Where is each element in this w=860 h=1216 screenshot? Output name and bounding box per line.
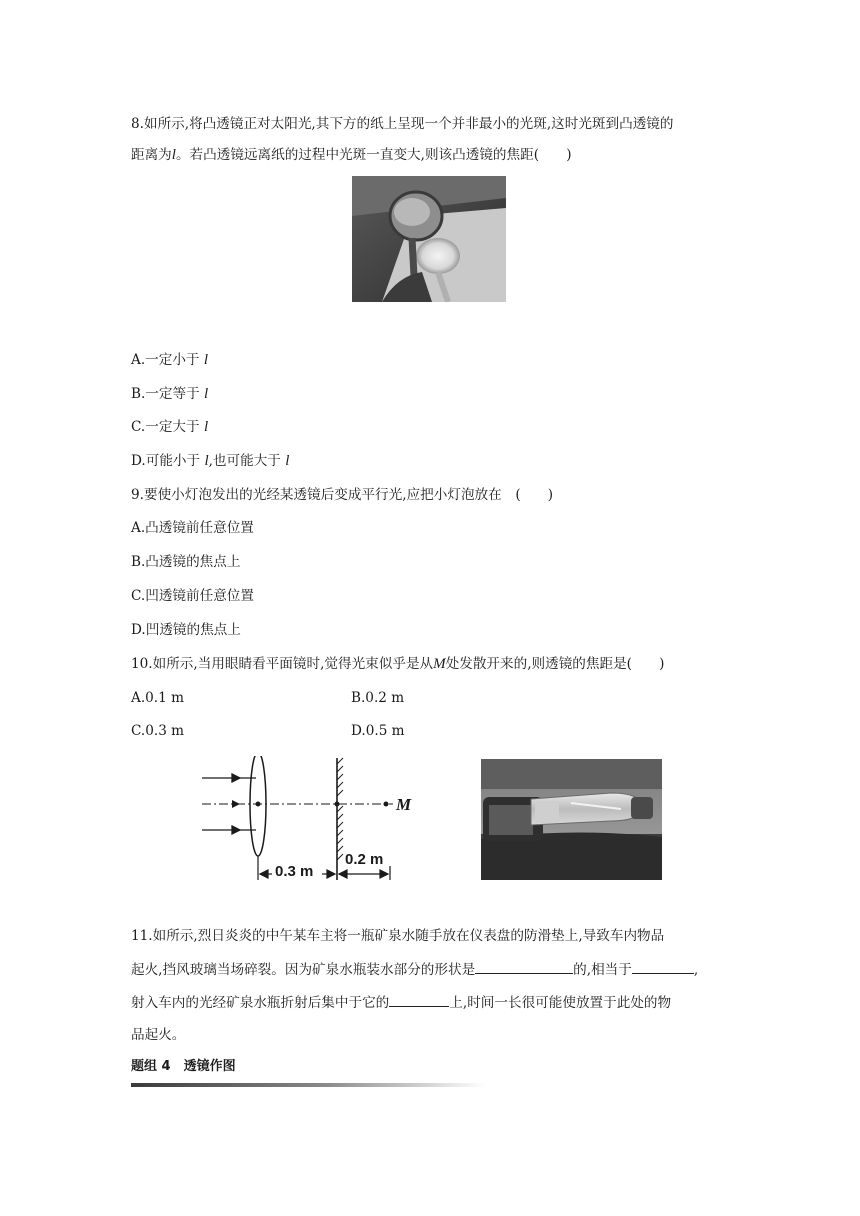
distance-0-3m-label: 0.3 m bbox=[275, 863, 314, 880]
distance-0-2m-label: 0.2 m bbox=[345, 851, 384, 868]
q11-stem-line4: 品起火。 bbox=[131, 1027, 186, 1043]
magnifier-photo bbox=[352, 176, 506, 302]
q9-option-a: A.凸透镜前任意位置 bbox=[131, 520, 254, 536]
q9-stem: 9.要使小灯泡发出的光经某透镜后变成平行光,应把小灯泡放在 ( ) bbox=[131, 487, 554, 503]
q10-stem: 10.如所示,当用眼睛看平面镜时,觉得光束似乎是从M处发散开来的,则透镜的焦距是( ) bbox=[131, 656, 665, 672]
q8-stem-line2: 距离为l。若凸透镜远离纸的过程中光斑一直变大,则该凸透镜的焦距( ) bbox=[131, 147, 572, 163]
q8-option-d: D.可能小于 l,也可能大于 l bbox=[131, 453, 290, 469]
q9-option-c: C.凹透镜前任意位置 bbox=[131, 588, 254, 604]
lens-mirror-diagram bbox=[198, 756, 418, 886]
q10-option-d: D.0.5 m bbox=[351, 723, 405, 739]
q9-option-b: B.凸透镜的焦点上 bbox=[131, 554, 241, 570]
q8-option-a: A.一定小于 l bbox=[131, 352, 209, 368]
answer-blank-focus[interactable] bbox=[389, 992, 449, 1007]
water-bottle-photo bbox=[481, 759, 662, 880]
answer-blank-shape[interactable] bbox=[475, 959, 573, 974]
q8-option-b: B.一定等于 l bbox=[131, 386, 209, 402]
q10-option-c: C.0.3 m bbox=[131, 723, 185, 739]
q8-stem-line1: 8.如所示,将凸透镜正对太阳光,其下方的纸上呈现一个并非最小的光斑,这时光斑到凸透镜的 bbox=[131, 116, 674, 132]
section-divider bbox=[131, 1083, 486, 1087]
q11-stem-line2: 起火,挡风玻璃当场碎裂。因为矿泉水瓶装水部分的形状是 的,相当于 , bbox=[131, 959, 698, 979]
q9-option-d: D.凹透镜的焦点上 bbox=[131, 622, 241, 638]
q10-option-a: A.0.1 m bbox=[131, 690, 184, 706]
q11-stem-line1: 11.如所示,烈日炎炎的中午某车主将一瓶矿泉水随手放在仪表盘的防滑垫上,导致车内物品 bbox=[131, 928, 665, 944]
q10-option-b: B.0.2 m bbox=[351, 690, 405, 706]
answer-blank-equivalent[interactable] bbox=[632, 959, 694, 974]
q11-stem-line3: 射入车内的光经矿泉水瓶折射后集中于它的 上,时间一长很可能使放置于此处的物 bbox=[131, 992, 671, 1012]
q8-option-c: C.一定大于 l bbox=[131, 419, 209, 435]
point-m-label: M bbox=[396, 795, 412, 814]
section-heading: 题组 4 透镜作图 bbox=[131, 1059, 236, 1074]
